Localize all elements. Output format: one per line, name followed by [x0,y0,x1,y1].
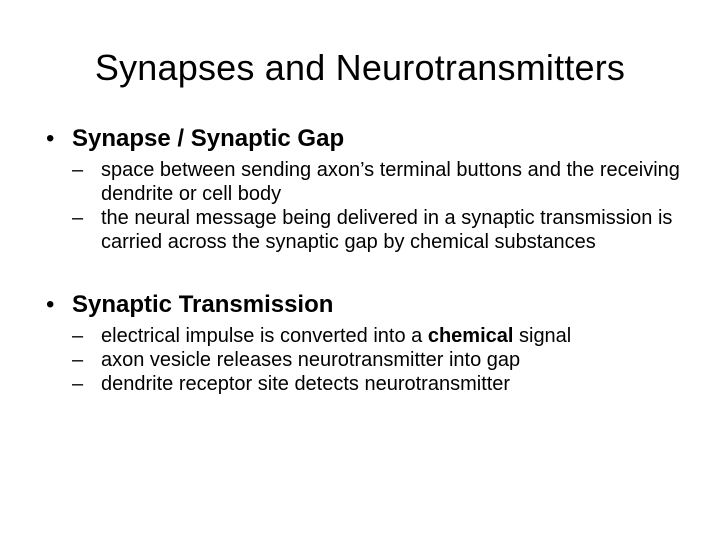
section-spacer [46,254,696,290]
sub-list-synapse [46,158,696,254]
sub-item [46,348,696,372]
sub-item-text: axon vesicle releases neurotransmitter into gap [101,349,521,371]
slide-content [46,124,696,396]
bullet-heading: Synaptic Transmission [72,291,334,318]
bullet-icon: • [46,125,55,152]
sub-item-text: dendrite receptor site detects neurotransmitter [101,373,511,395]
dash-icon: – [72,349,84,371]
bullet-heading: Synapse / Synaptic Gap [72,125,345,152]
bullet-icon: • [46,291,55,318]
sub-item-text-pre: electrical impulse is converted into a [101,325,428,347]
dash-icon: – [72,159,84,181]
dash-icon: – [72,373,84,395]
sub-item-text: space between sending axon’s terminal buttons and the receiving dendrite or cell body [101,159,680,205]
slide-title: Synapses and Neurotransmitters [94,47,626,88]
bullet-synapse [46,124,696,154]
sub-item-text: the neural message being delivered in a synaptic transmission is carried across the synaptic gap by chemical substances [101,207,673,253]
dash-icon: – [72,325,84,347]
bullet-synaptic-transmission [46,290,696,320]
sub-list-transmission [46,324,696,396]
sub-item [46,324,696,348]
sub-item-text-bold: chemical [427,325,514,347]
sub-item [46,206,696,254]
dash-icon: – [72,207,84,229]
sub-item-text-post: signal [513,325,572,347]
sub-item [46,158,696,206]
sub-item [46,372,696,396]
